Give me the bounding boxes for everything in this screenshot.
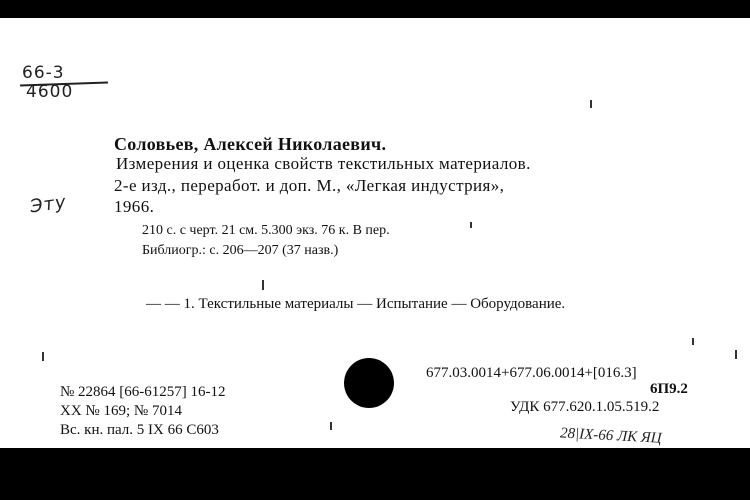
card-meta-line-3: Вс. кн. пал. 5 IX 66 С603 xyxy=(60,422,219,438)
classification-codes: 677.03.0014+677.06.0014+[016.3] xyxy=(426,365,637,381)
card-meta-line-2: XX № 169; № 7014 xyxy=(60,403,182,419)
scan-speck xyxy=(330,422,332,430)
record-title-line-1: Измерения и оценка свойств текстильных материалов. xyxy=(116,154,531,173)
classification-bbk: 6П9.2 xyxy=(650,381,688,397)
catalog-card xyxy=(0,18,750,448)
handwritten-date-note: 28|IX-66 ЛК ЯЦ xyxy=(559,425,662,447)
scan-speck xyxy=(735,350,737,359)
scan-speck xyxy=(42,352,44,361)
handwritten-shelfmark-bottom: 4600 xyxy=(26,82,74,102)
card-meta-line-1: № 22864 [66-61257] 16-12 xyxy=(60,384,226,400)
scan-speck xyxy=(590,100,592,108)
scan-speck xyxy=(470,222,472,228)
record-bibliography: Библиогр.: с. 206—207 (37 назв.) xyxy=(142,243,339,258)
scan-speck xyxy=(692,338,694,345)
record-author: Соловьев, Алексей Николаевич. xyxy=(114,134,387,154)
handwritten-shelfmark-top: 66-3 xyxy=(22,63,65,83)
record-physical-description: 210 с. с черт. 21 см. 5.300 экз. 76 к. В пер. xyxy=(142,223,390,238)
scan-speck xyxy=(262,280,264,290)
classification-udk: УДК 677.620.1.05.519.2 xyxy=(510,399,660,415)
record-title-line-3: 1966. xyxy=(114,197,155,216)
record-subject-heading: — — 1. Текстильные материалы — Испытание — Оборудование. xyxy=(146,296,566,312)
record-title-line-2: 2-е изд., переработ. и доп. М., «Легкая индустрия», xyxy=(114,176,505,195)
punch-hole xyxy=(344,358,394,408)
scan-bottom-border xyxy=(0,448,750,500)
handwritten-margin-note: Эту xyxy=(28,191,69,218)
